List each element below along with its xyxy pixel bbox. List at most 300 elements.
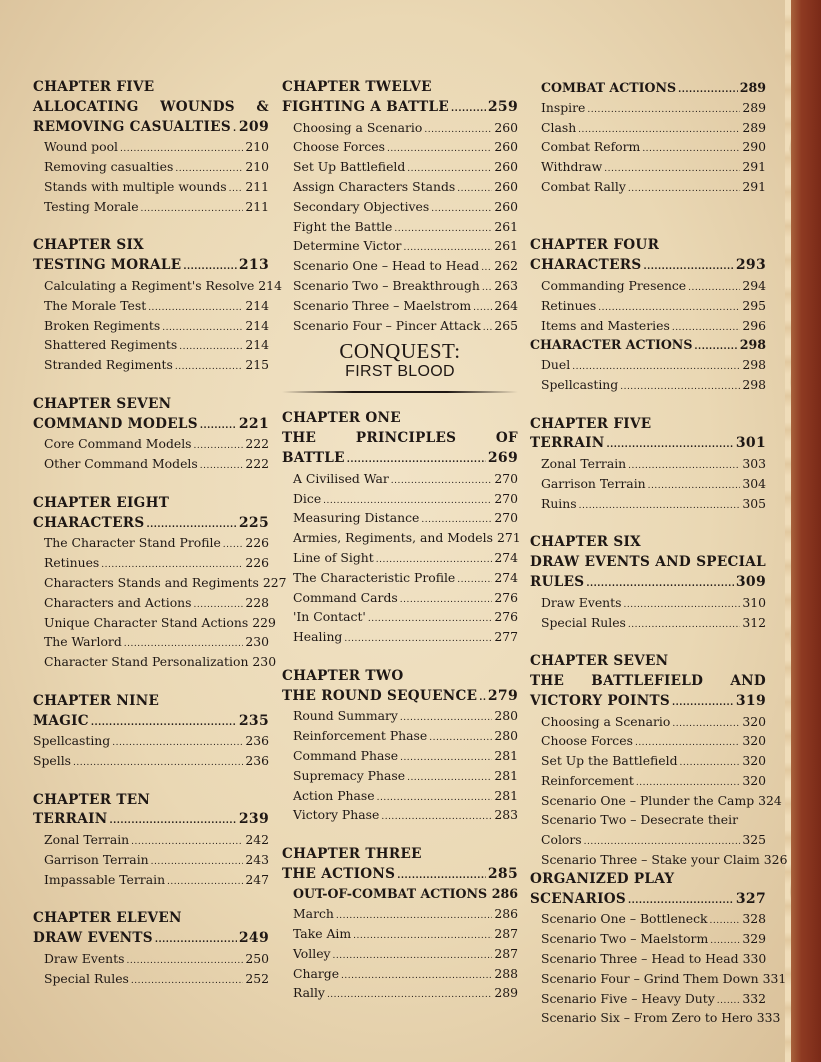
entry-label: Combat Reform <box>541 139 641 155</box>
page-number: 280 <box>494 728 518 744</box>
toc-entry-garrison-terrain[interactable] <box>33 850 269 870</box>
toc-entry-calculating-a-regiment-s-resolve[interactable] <box>33 276 282 296</box>
page-number: 332 <box>742 990 766 1006</box>
toc-entry-shattered-regiments[interactable] <box>33 335 269 355</box>
dot-leader <box>620 375 740 398</box>
entry-label: 'In Contact' <box>293 609 366 625</box>
toc-entry-scenario-four-grind-them-down[interactable] <box>530 969 787 989</box>
entry-label: Testing Morale <box>44 198 139 214</box>
toc-entry-characters-and-actions[interactable] <box>33 593 269 613</box>
heading-word: THE <box>282 430 317 447</box>
toc-entry-action-phase[interactable] <box>282 786 518 806</box>
heading-label: CHAPTER FIVE <box>33 79 155 95</box>
toc-entry-commanding-presence[interactable] <box>530 276 766 296</box>
page-number: 242 <box>245 832 269 848</box>
toc-entry-impassable-terrain[interactable] <box>33 870 269 890</box>
toc-entry-combat-rally[interactable] <box>530 177 766 197</box>
entry-label: Draw Events <box>44 951 125 967</box>
entry-label: Scenario Five – Heavy Duty <box>541 990 715 1006</box>
chapter-heading[interactable] <box>33 909 269 929</box>
toc-entry-scenario-two-maelstorm[interactable] <box>530 929 766 949</box>
page-number: 276 <box>494 609 518 625</box>
page-number: 319 <box>735 692 766 709</box>
page-number: 277 <box>494 629 518 645</box>
page-number: 222 <box>245 436 269 452</box>
heading-word: BATTLEFIELD <box>591 672 704 689</box>
toc-entry-command-cards[interactable] <box>282 588 518 608</box>
chapter-heading[interactable] <box>530 236 766 256</box>
entry-label: Garrison Terrain <box>541 475 646 491</box>
chapter-title-terrain[interactable] <box>33 810 269 830</box>
toc-entry-secondary-objectives[interactable] <box>282 197 518 217</box>
chapter-title-command-models[interactable] <box>33 415 269 435</box>
chapter-title-line[interactable] <box>33 98 269 118</box>
chapter-heading[interactable] <box>33 236 269 256</box>
page-number: 298 <box>739 337 766 353</box>
toc-entry-combat-reform[interactable] <box>530 137 766 157</box>
dot-leader <box>200 454 244 477</box>
toc-entry-broken-regiments[interactable] <box>33 316 269 336</box>
page-number: 260 <box>494 178 518 194</box>
page-number: 270 <box>494 510 518 526</box>
chapter-heading[interactable] <box>530 870 766 890</box>
chapter-title-the-round-sequence[interactable] <box>282 687 518 707</box>
chapter-title-battle[interactable] <box>282 449 518 469</box>
page-number: 250 <box>245 951 269 967</box>
toc-entry-measuring-distance[interactable] <box>282 508 518 528</box>
page-number: 222 <box>245 456 269 472</box>
heading-label: CHAPTER NINE <box>33 692 160 709</box>
dot-leader <box>628 177 740 200</box>
toc-entry-set-up-the-battlefield[interactable] <box>530 751 766 771</box>
entry-label: Commanding Presence <box>541 277 687 293</box>
page-number: 295 <box>742 297 766 313</box>
chapter-heading[interactable] <box>33 395 269 415</box>
toc-entry-command-phase[interactable] <box>282 746 518 766</box>
chapter-heading[interactable] <box>33 791 269 811</box>
entry-label: Broken Regiments <box>44 317 161 333</box>
page-number: 261 <box>494 238 518 254</box>
entry-label: MAGIC <box>33 712 89 729</box>
toc-entry-ruins[interactable] <box>530 494 766 514</box>
entry-label: TERRAIN <box>530 435 605 452</box>
toc-entry-march[interactable] <box>282 904 518 924</box>
page-number: 247 <box>245 871 269 887</box>
page-number: 215 <box>245 357 269 373</box>
entry-label: Scenario One – Head to Head <box>293 258 480 274</box>
page-number: 226 <box>245 555 269 571</box>
toc-entry-character-stand-personalization[interactable] <box>33 652 277 672</box>
page-number: 235 <box>238 712 269 729</box>
toc-entry-the-characteristic-profile[interactable] <box>282 568 518 588</box>
chapter-heading[interactable] <box>33 78 269 98</box>
section-entry-out-of-combat-actions[interactable] <box>282 884 518 904</box>
toc-entry-scenario-one-plunder-the-camp[interactable] <box>530 791 782 811</box>
page-number: 310 <box>742 594 766 610</box>
toc-entry-draw-events[interactable] <box>530 593 766 613</box>
toc-entry-garrison-terrain[interactable] <box>530 474 766 494</box>
toc-entry-the-warlord[interactable] <box>33 632 269 652</box>
page-number: 270 <box>494 470 518 486</box>
toc-entry-choosing-a-scenario[interactable] <box>282 118 518 138</box>
toc-entry-scenario-one-bottleneck[interactable] <box>530 909 766 929</box>
page-number: 209 <box>238 118 269 135</box>
toc-entry-choosing-a-scenario[interactable] <box>530 712 766 732</box>
entry-label: Scenario Two – Desecrate their <box>541 812 739 828</box>
page-number: 213 <box>238 257 269 274</box>
toc-entry-scenario-two-desecrate-their[interactable] <box>530 810 766 830</box>
entry-label: FIGHTING A BATTLE <box>282 98 450 115</box>
toc-entry-fight-the-battle[interactable] <box>282 217 518 237</box>
entry-label: The Characteristic Profile <box>293 569 456 585</box>
chapter-title-testing-morale[interactable] <box>33 256 269 276</box>
entry-label: SCENARIOS <box>530 890 626 907</box>
toc-entry-wound-pool[interactable] <box>33 137 269 157</box>
toc-entry-scenario-three-head-to-head[interactable] <box>530 949 766 969</box>
entry-label: March <box>293 906 334 922</box>
toc-entry-stranded-regiments[interactable] <box>33 355 269 375</box>
dot-leader <box>628 890 734 912</box>
page-number: 236 <box>245 753 269 769</box>
entry-label: The Warlord <box>44 634 122 650</box>
entry-label: Withdraw <box>541 159 603 175</box>
entry-label: Reinforcement <box>541 772 634 788</box>
page-number: 226 <box>245 535 269 551</box>
entry-label: Clash <box>541 119 577 135</box>
page-number: 301 <box>735 435 766 452</box>
chapter-title-line[interactable] <box>282 429 518 449</box>
toc-entry-duel[interactable] <box>530 355 766 375</box>
entry-label: CHARACTERS <box>33 514 145 531</box>
toc-entry-inspire[interactable] <box>530 98 766 118</box>
page-number: 230 <box>252 654 277 670</box>
toc-entry-scenario-three-stake-your-claim[interactable] <box>530 850 788 870</box>
toc-entry-supremacy-phase[interactable] <box>282 766 518 786</box>
heading-label: CHAPTER SEVEN <box>530 653 669 670</box>
entry-label: OUT-OF-COMBAT ACTIONS <box>293 886 488 902</box>
heading-label: CHAPTER SIX <box>33 237 144 254</box>
entry-label: The Character Stand Profile <box>44 535 221 551</box>
dot-leader <box>141 197 244 220</box>
toc-entry-rally[interactable] <box>282 983 518 1003</box>
chapter-title-fighting-a-battle[interactable] <box>282 98 518 118</box>
entry-label: Character Stand Personalization <box>44 654 249 670</box>
dot-leader <box>327 983 492 1006</box>
dot-leader <box>607 434 734 456</box>
toc-entry-withdraw[interactable] <box>530 157 766 177</box>
toc-entry-scenario-one-head-to-head[interactable] <box>282 256 518 276</box>
ornamental-divider <box>282 387 518 397</box>
page-number: 287 <box>494 945 518 961</box>
heading-word: WOUNDS <box>160 98 235 115</box>
toc-entry-special-rules[interactable] <box>33 969 269 989</box>
entry-label: Fight the Battle <box>293 218 393 234</box>
page-number: 279 <box>487 687 518 704</box>
toc-entry-a-civilised-war[interactable] <box>282 469 518 489</box>
page-number: 280 <box>494 708 518 724</box>
entry-label: Combat Rally <box>541 178 626 194</box>
toc-entry-retinues[interactable] <box>530 296 766 316</box>
chapter-title-characters[interactable] <box>530 256 766 276</box>
page-number: 269 <box>487 449 518 466</box>
toc-entry-scenario-two-breakthrough[interactable] <box>282 276 518 296</box>
entry-label: THE ACTIONS <box>282 865 396 882</box>
entry-label: Secondary Objectives <box>293 198 430 214</box>
page-number: 274 <box>494 549 518 565</box>
page-number: 333 <box>756 1010 781 1026</box>
entry-label: Round Summary <box>293 708 398 724</box>
heading-word: DRAW <box>530 554 580 571</box>
chapter-title-characters[interactable] <box>33 514 269 534</box>
page-number: 327 <box>735 890 766 907</box>
conquest-title: CONQUEST: <box>339 339 461 364</box>
toc-entry-other-command-models[interactable] <box>33 454 269 474</box>
entry-label: Special Rules <box>541 614 626 630</box>
entry-label: Characters Stands and Regiments <box>44 574 259 590</box>
entry-label: Measuring Distance <box>293 510 420 526</box>
entry-label: Other Command Models <box>44 456 198 472</box>
page-number: 320 <box>742 772 766 788</box>
toc-section-first-blood <box>282 409 521 1003</box>
entry-label: Zonal Terrain <box>44 832 130 848</box>
page-number: 289 <box>742 99 766 115</box>
toc-entry-removing-casualties[interactable] <box>33 157 269 177</box>
page-number: 288 <box>494 965 518 981</box>
page-number: 211 <box>245 198 269 214</box>
toc-entry-volley[interactable] <box>282 944 518 964</box>
toc-entry-zonal-terrain[interactable] <box>33 830 269 850</box>
dot-leader <box>155 929 237 951</box>
chapter-title-line[interactable] <box>530 553 766 573</box>
page-number: 252 <box>245 970 269 986</box>
entry-label: CHARACTER ACTIONS <box>530 337 693 353</box>
entry-label: THE ROUND SEQUENCE <box>282 687 478 704</box>
chapter-heading[interactable] <box>530 415 766 435</box>
entry-label: Scenario Three – Head to Head <box>541 951 739 967</box>
chapter-heading[interactable] <box>33 692 269 712</box>
toc-entry-scenario-five-heavy-duty[interactable] <box>530 989 766 1009</box>
entry-label: Victory Phase <box>293 807 380 823</box>
page-number: 225 <box>238 514 269 531</box>
toc-entry-items-and-masteries[interactable] <box>530 316 766 336</box>
toc-entry-testing-morale[interactable] <box>33 197 269 217</box>
entry-label: Spellcasting <box>33 733 111 749</box>
toc-entry-healing[interactable] <box>282 627 518 647</box>
toc-entry-special-rules[interactable] <box>530 613 766 633</box>
chapter-title-terrain[interactable] <box>530 434 766 454</box>
page-number: 274 <box>494 569 518 585</box>
toc-entry-armies-regiments-and-models[interactable] <box>282 528 521 548</box>
dot-leader <box>344 627 492 650</box>
toc-entry-determine-victor[interactable] <box>282 236 518 256</box>
toc-entry-choose-forces[interactable] <box>530 731 766 751</box>
entry-label: Items and Masteries <box>541 317 670 333</box>
entry-label: Healing <box>293 629 343 645</box>
toc-entry-reinforcement[interactable] <box>530 771 766 791</box>
toc-entry-the-morale-test[interactable] <box>33 296 269 316</box>
toc-entry-in-contact[interactable] <box>282 607 518 627</box>
entry-label: Line of Sight <box>293 549 374 565</box>
toc-entry-scenario-four-pincer-attack[interactable] <box>282 316 518 336</box>
entry-label: Dice <box>293 490 322 506</box>
chapter-title-scenarios[interactable] <box>530 890 766 910</box>
page-number: 324 <box>758 792 782 808</box>
toc-entry-victory-phase[interactable] <box>282 805 518 825</box>
toc-entry-scenario-six-from-zero-to-hero[interactable] <box>530 1008 781 1028</box>
dot-leader <box>397 865 486 887</box>
entry-label: Volley <box>293 945 331 961</box>
section-entry-combat-actions[interactable] <box>530 78 766 98</box>
page-number: 289 <box>742 119 766 135</box>
toc-entry-line-of-sight[interactable] <box>282 548 518 568</box>
chapter-title-magic[interactable] <box>33 712 269 732</box>
page-number: 249 <box>238 930 269 947</box>
entry-label: Impassable Terrain <box>44 871 166 887</box>
dot-leader <box>91 712 237 734</box>
entry-label: Calculating a Regiment's Resolve <box>44 277 255 293</box>
entry-label: Retinues <box>541 297 597 313</box>
page-number: 283 <box>494 807 518 823</box>
entry-label: Scenario Four – Grind Them Down <box>541 970 759 986</box>
entry-label: Scenario One – Bottleneck <box>541 911 708 927</box>
dot-leader <box>200 415 237 437</box>
chapter-title-removing-casualties[interactable] <box>33 118 269 138</box>
toc-entry-dice[interactable] <box>282 489 518 509</box>
entry-label: TERRAIN <box>33 811 108 828</box>
toc-entry-the-character-stand-profile[interactable] <box>33 533 269 553</box>
entry-label: Choosing a Scenario <box>541 713 671 729</box>
toc-entry-scenario-three-maelstrom[interactable] <box>282 296 518 316</box>
chapter-title-draw-events[interactable] <box>33 929 269 949</box>
toc-entry-round-summary[interactable] <box>282 706 518 726</box>
page-number: 211 <box>245 178 269 194</box>
dot-leader <box>347 449 486 471</box>
dot-leader <box>146 514 236 536</box>
page-number: 210 <box>245 139 269 155</box>
toc-entry-colors[interactable] <box>530 830 766 850</box>
chapter-title-the-actions[interactable] <box>282 865 518 885</box>
dot-leader <box>483 316 493 339</box>
dot-leader <box>131 969 243 992</box>
dot-leader <box>451 98 486 120</box>
toc-entry-set-up-battlefield[interactable] <box>282 157 518 177</box>
page-number: 210 <box>245 159 269 175</box>
entry-label: Shattered Regiments <box>44 337 178 353</box>
page-number: 298 <box>742 376 766 392</box>
entry-label: Scenario Two – Maelstorm <box>541 931 709 947</box>
page-number: 320 <box>742 713 766 729</box>
page-number: 320 <box>742 733 766 749</box>
heading-word: ALLOCATING <box>33 98 139 115</box>
entry-label: Take Aim <box>293 926 352 942</box>
page-number: 260 <box>494 139 518 155</box>
page-number: 331 <box>762 970 787 986</box>
entry-label: Ruins <box>541 495 577 511</box>
chapter-heading[interactable] <box>282 845 518 865</box>
entry-label: Characters and Actions <box>44 594 192 610</box>
page-number: 320 <box>742 753 766 769</box>
dot-leader <box>672 692 734 714</box>
page-number: 289 <box>494 985 518 1001</box>
toc-entry-spellcasting[interactable] <box>530 375 766 395</box>
page-number: 227 <box>262 574 287 590</box>
entry-label: Zonal Terrain <box>541 456 627 472</box>
chapter-heading[interactable] <box>282 667 518 687</box>
heading-label: CHAPTER ELEVEN <box>33 910 182 927</box>
section-entry-character-actions[interactable] <box>530 335 766 355</box>
entry-label: Armies, Regiments, and Models <box>293 530 493 546</box>
red-edge <box>791 0 821 1062</box>
dot-leader <box>183 256 236 278</box>
heading-label: CHAPTER EIGHT <box>33 494 170 511</box>
page-number: 270 <box>494 490 518 506</box>
page-number: 298 <box>742 357 766 373</box>
heading-label: CHAPTER FIVE <box>530 415 652 432</box>
toc-entry-zonal-terrain[interactable] <box>530 454 766 474</box>
toc-entry-retinues[interactable] <box>33 553 269 573</box>
toc-entry-reinforcement-phase[interactable] <box>282 726 518 746</box>
entry-label: Core Command Models <box>44 436 192 452</box>
toc-entry-assign-characters-stands[interactable] <box>282 177 518 197</box>
page-number: 293 <box>735 257 766 274</box>
entry-label: Set Up the Battlefield <box>541 753 678 769</box>
toc-entry-spells[interactable] <box>33 751 269 771</box>
entry-label: COMMAND MODELS <box>33 415 198 432</box>
chapter-heading[interactable] <box>530 652 766 672</box>
heading-label: CHAPTER THREE <box>282 845 422 862</box>
chapter-heading[interactable] <box>282 409 518 429</box>
chapter-heading[interactable] <box>282 78 518 98</box>
toc-entry-core-command-models[interactable] <box>33 434 269 454</box>
heading-label: CHAPTER TEN <box>33 791 151 808</box>
entry-label: Choose Forces <box>541 733 633 749</box>
toc-column-1 <box>33 78 287 989</box>
toc-entry-stands-with-multiple-wounds[interactable] <box>33 177 269 197</box>
toc-entry-choose-forces[interactable] <box>282 137 518 157</box>
toc-entry-charge[interactable] <box>282 964 518 984</box>
toc-entry-spellcasting[interactable] <box>33 731 269 751</box>
entry-label: Draw Events <box>541 594 622 610</box>
chapter-heading[interactable] <box>530 533 766 553</box>
entry-label: CHARACTERS <box>530 257 642 274</box>
dot-leader <box>175 355 243 378</box>
heading-word: OF <box>495 430 518 447</box>
entry-label: Scenario Three – Maelstrom <box>293 297 472 313</box>
chapter-heading[interactable] <box>33 494 269 514</box>
heading-word: SPECIAL <box>696 554 766 571</box>
entry-label: Rally <box>293 985 325 1001</box>
toc-entry-characters-stands-and-regiments[interactable] <box>33 573 287 593</box>
page-number: 214 <box>258 277 282 293</box>
heading-label: CHAPTER TWO <box>282 667 404 684</box>
toc-entry-draw-events[interactable] <box>33 949 269 969</box>
toc-entry-unique-character-stand-actions[interactable] <box>33 613 276 633</box>
page-number: 287 <box>494 926 518 942</box>
toc-entry-take-aim[interactable] <box>282 924 518 944</box>
chapter-title-victory-points[interactable] <box>530 692 766 712</box>
entry-label: REMOVING CASUALTIES <box>33 118 231 135</box>
entry-label: Duel <box>541 357 571 373</box>
page-number: 286 <box>494 906 518 922</box>
entry-label: Spellcasting <box>541 376 619 392</box>
entry-label: Spells <box>33 753 72 769</box>
entry-label: Action Phase <box>293 787 375 803</box>
chapter-title-line[interactable] <box>530 672 766 692</box>
page-number: 281 <box>494 747 518 763</box>
chapter-title-rules[interactable] <box>530 573 766 593</box>
toc-entry-clash[interactable] <box>530 118 766 138</box>
entry-label: VICTORY POINTS <box>530 692 670 709</box>
